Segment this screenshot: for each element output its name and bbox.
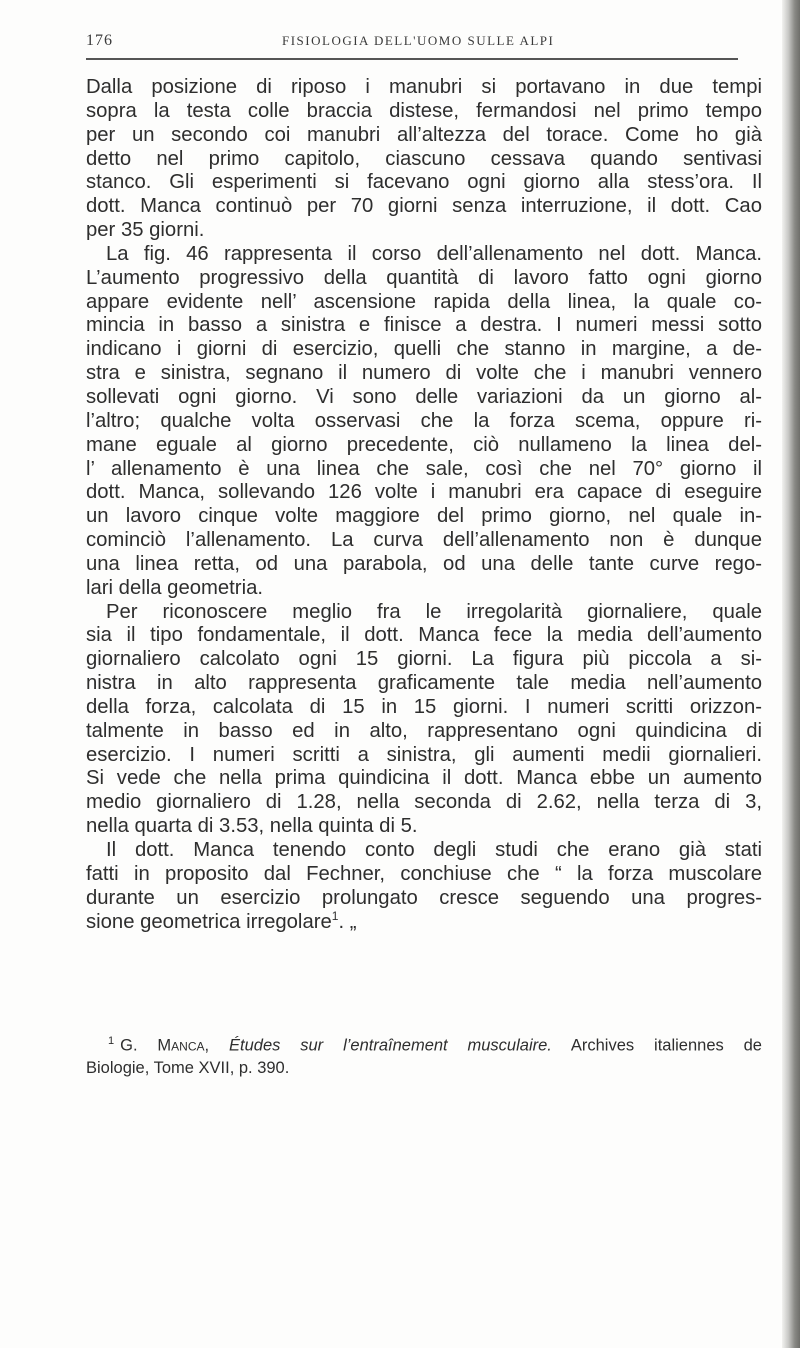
footnote-reference[interactable]: 1 bbox=[331, 910, 339, 923]
footnote-author: G. Manca, bbox=[120, 1036, 210, 1055]
text-line: mincia in basso a sinistra e finisce a destra. I numeri messi sotto bbox=[86, 314, 762, 337]
page-edge-shadow bbox=[782, 0, 800, 1348]
text-line: Dalla posizione di riposo i manubri si portavano in due tempi bbox=[86, 76, 762, 98]
text-line: sopra la testa colle braccia distese, fermandosi nel primo tempo bbox=[86, 99, 762, 122]
text-line: La fig. 46 rappresenta il corso dell’allenamento nel dott. Manca. bbox=[106, 242, 762, 265]
text-line: l’altro; qualche volta osservasi che la forza scema, oppure ri- bbox=[86, 409, 762, 432]
text-line: detto nel primo capitolo, ciascuno cessava quando sentivasi bbox=[86, 147, 762, 170]
footnote-line-1 bbox=[86, 1030, 762, 1057]
text-line: sione geometrica irregolare bbox=[86, 910, 332, 933]
text-line: Per riconoscere meglio fra le irregolarità giornaliere, quale bbox=[106, 600, 762, 623]
page-number: 176 bbox=[86, 32, 113, 49]
text-line: indicano i giorni di esercizio, quelli che stanno in margine, a de- bbox=[86, 338, 762, 361]
text-line: esercizio. I numeri scritti a sinistra, gli aumenti medii giornalieri. bbox=[86, 743, 762, 766]
page-header bbox=[86, 30, 766, 58]
text-line: L’aumento progressivo della quantità di lavoro fatto ogni giorno bbox=[86, 266, 762, 289]
body-text bbox=[86, 76, 762, 934]
paragraph-4 bbox=[86, 839, 762, 934]
footnote-mark: 1 bbox=[108, 1035, 115, 1047]
header-rule bbox=[86, 58, 738, 60]
footnote-title: Études sur l’entraînement musculaire. bbox=[229, 1036, 552, 1055]
text-line: un lavoro cinque volte maggiore del primo giorno, nel quale in- bbox=[86, 505, 762, 528]
text-line: fatti in proposito dal Fechner, conchiuse che “ la forza muscolare bbox=[86, 862, 762, 885]
paragraph-2 bbox=[86, 243, 762, 601]
text-line: appare evidente nell’ ascensione rapida della linea, la quale co- bbox=[86, 290, 762, 313]
text-line: lari della geometria. bbox=[86, 576, 263, 599]
text-line: dott. Manca, sollevando 126 volte i manubri era capace di eseguire bbox=[86, 481, 762, 504]
paragraph-3 bbox=[86, 601, 762, 839]
text-line: nella quarta di 3.53, nella quinta di 5. bbox=[86, 815, 418, 838]
footnote bbox=[86, 1030, 762, 1079]
paragraph-1 bbox=[86, 76, 762, 243]
text-line: giornaliero calcolato ogni 15 giorni. La figura più piccola a si- bbox=[86, 648, 762, 671]
text-line: Si vede che nella prima quindicina il dott. Manca ebbe un aumento bbox=[86, 767, 762, 790]
text-line: della forza, calcolata di 15 in 15 giorni. I numeri scritti orizzon- bbox=[86, 695, 762, 718]
text-line: mane eguale al giorno precedente, ciò nullameno la linea del- bbox=[86, 433, 762, 456]
text-line: una linea retta, od una parabola, od una delle tante curve rego- bbox=[86, 552, 762, 575]
text-line-with-footnote-ref bbox=[86, 911, 762, 935]
running-title: FISIOLOGIA DELL'UOMO SULLE ALPI bbox=[282, 33, 555, 48]
text-line: medio giornaliero di 1.28, nella seconda di 2.62, nella terza di 3, bbox=[86, 791, 762, 814]
text-line: nistra in alto rappresenta graficamente tale media nell’aumento bbox=[86, 672, 762, 695]
text-line: durante un esercizio prolungato cresce seguendo una progres- bbox=[86, 886, 762, 909]
text-line: per 35 giorni. bbox=[86, 219, 205, 242]
footnote-line-2: Biologie, Tome XVII, p. 390. bbox=[86, 1058, 290, 1077]
text-line: per un secondo coi manubri all’altezza del torace. Come ho già bbox=[86, 123, 762, 146]
text-line: cominciò l’allenamento. La curva dell’allenamento non è dunque bbox=[86, 529, 762, 552]
text-line: talmente in basso ed in alto, rappresentano ogni quindicina di bbox=[86, 719, 762, 742]
text-line: Il dott. Manca tenendo conto degli studi che erano già stati bbox=[106, 839, 762, 861]
text-line: dott. Manca continuò per 70 giorni senza interruzione, il dott. Cao bbox=[86, 195, 762, 218]
text-line: stra e sinistra, segnano il numero di volte che i manubri vennero bbox=[86, 362, 762, 385]
text-line: sia il tipo fondamentale, il dott. Manca fece la media dell’aumento bbox=[86, 624, 762, 647]
text-line: l’ allenamento è una linea che sale, così che nel 70° giorno il bbox=[86, 457, 762, 480]
closing-punctuation: . „ bbox=[338, 910, 357, 933]
footnote-publication: Archives italiennes de bbox=[570, 1036, 762, 1055]
text-line: sollevati ogni giorno. Vi sono delle variazioni da un giorno al- bbox=[86, 385, 762, 408]
text-line: stanco. Gli esperimenti si facevano ogni giorno alla stess’ora. Il bbox=[86, 171, 762, 194]
